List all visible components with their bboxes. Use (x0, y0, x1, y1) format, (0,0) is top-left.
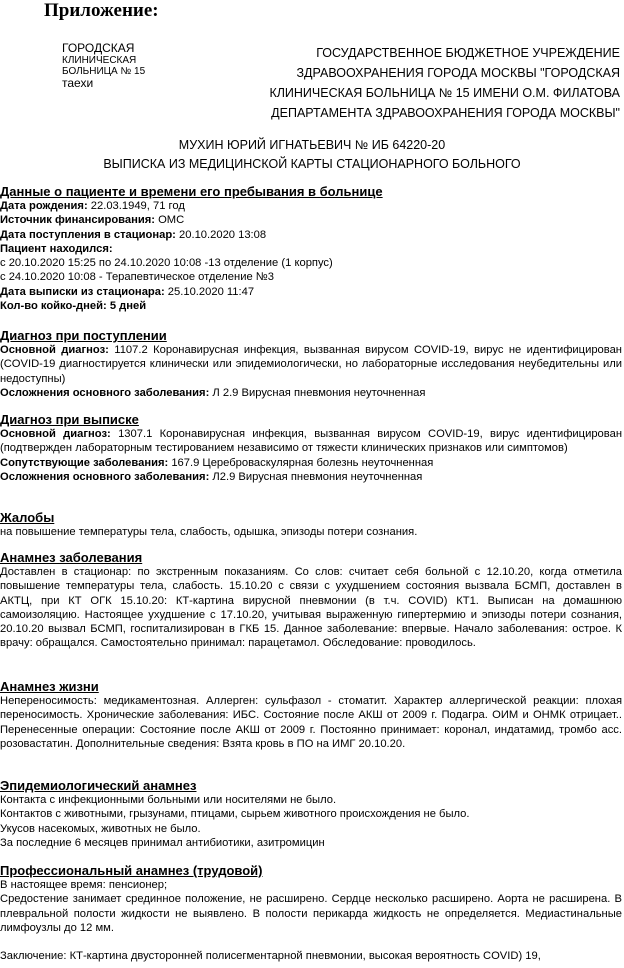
professional-section (0, 863, 622, 935)
life-history-text: Непереносимость: медикаментозная. Аллерген: сульфазол - стоматит. Характер аллергической реакции: плохая переносимость. Хронические заболевания: ИБС. Состояние после АКШ от 2009 г. Подагра. ОИМ и ОНМК отрицает.. Перенесенные операции: Состояние после АКШ от 2009 г. Постоянно принимает: коронал, индатамид, тромбо асс. розовастатин. Дополнительные сведения: Взята кровь в ПО на ИМГ 20.10.20. (0, 695, 622, 750)
field-value: 1307.1 Коронавирусная инфекция, вызванная вирусом COVID-19, вирус идентифицирован (подтвержден лабораторным тестированием независимо от тяжести клинических признаков или симптомов) (0, 428, 622, 455)
complication-row (0, 470, 622, 484)
field-label: Дата рождения: (0, 200, 88, 212)
institution-line: ГОСУДАРСТВЕННОЕ БЮДЖЕТНОЕ УЧРЕЖДЕНИЕ (316, 46, 620, 60)
patient-info-section (0, 184, 622, 313)
main-diagnosis (0, 427, 622, 456)
section-heading: Диагноз при выписке (0, 412, 139, 427)
epidemiology-line: Контактов с животными, грызунами, птицами, сырьем животного происхождения не было. (0, 808, 470, 821)
field-label: Осложнения основного заболевания: (0, 386, 210, 399)
field-value: 25.10.2020 11:47 (164, 285, 255, 298)
field-label: Источник финансирования: (0, 214, 155, 227)
admission-row (0, 228, 622, 242)
epidemiology-line: Контакта с инфекционными больными или носителями не было. (0, 794, 337, 806)
section-heading: Диагноз при поступлении (0, 328, 167, 343)
conclusion-section (0, 949, 622, 963)
section-heading: Анамнез жизни (0, 679, 99, 694)
field-label: Дата выписки из стационара: (0, 285, 165, 298)
field-label: Основной диагноз: (0, 344, 109, 356)
epidemiology-section (0, 778, 622, 850)
field-label: Дата поступления в стационар: (0, 228, 176, 241)
hospital-logo-line: таехи (62, 76, 94, 90)
location-label: Пациент находился: (0, 242, 113, 255)
epidemiology-line: За последние 6 месяцев принимал антибиотики, азитромицин (0, 836, 325, 849)
hospital-logo-text (62, 42, 145, 90)
hospital-logo-line: КЛИНИЧЕСКАЯ (62, 55, 137, 66)
life-history-section (0, 679, 622, 751)
section-heading: Данные о пациенте и времени его пребывания в больнице (0, 184, 383, 199)
institution-line: ЗДРАВООХРАНЕНИЯ ГОРОДА МОСКВЫ "ГОРОДСКАЯ (296, 66, 620, 80)
field-value: 1107.2 Коронавирусная инфекция, вызванная вирусом COVID-19, вирус не идентифицирован (COVID-19 диагностируется клинически или эпидемиологически, но лабораторные исследования неубедительны или недоступны) (0, 344, 622, 385)
field-label: Сопутствующие заболевания: (0, 456, 169, 469)
field-label: Основной диагноз: (0, 428, 111, 440)
discharge-diagnosis-section (0, 412, 622, 484)
field-value: 20.10.2020 13:08 (175, 228, 267, 241)
section-heading: Жалобы (0, 510, 55, 525)
disease-history-text: Доставлен в стационар: по экстренным показаниям. Со слов: считает себя больной с 12.10.20, когда отметила повышение температуры тела, слабость. 15.10.20 с связи с ухудшением состояния вызвала БСМП, доставлен в АКТЦ, при КТ ОГК 15.10.20: КТ-картина вирусной пневмонии (в т.ч. COVID) КТ1. Выписан на домашнюю самоизоляцию. Настоящее ухудшение с 17.10.20, учитывая выраженную гипертермию и эпизоды потери сознания, 20.10.20 вызвал БСМП, госпитализирован в ГКБ 15. Данное заболевание: впервые. Начало заболевания: острое. К врачу: обращался. Самостоятельно принимал: парацетамол. Обследование: проводилось. (0, 566, 622, 650)
field-label: Осложнения основного заболевания: (0, 470, 210, 483)
field-value: 167.9 Цереброваскулярная болезнь неуточненная (168, 456, 434, 469)
imaging-findings-text: Средостение занимает срединное положение, не расширено. Сердце несколько расширено. Аорта не расширена. В плевральной полости жидкости не выявлено. В полости перикарда жидкость не определяется. Медиастинальные лимфоузлы до 12 мм. (0, 893, 622, 934)
hospital-logo-line: ГОРОДСКАЯ (62, 41, 135, 55)
institution-line: ДЕПАРТАМЕНТА ЗДРАВООХРАНЕНИЯ ГОРОДА МОСКВЫ" (271, 106, 620, 120)
section-heading: Анамнез заболевания (0, 550, 143, 565)
hospital-logo-line: БОЛЬНИЦА № 15 (62, 66, 146, 77)
professional-line: В настоящее время: пенсионер; (0, 879, 168, 891)
institution-name (240, 43, 620, 123)
comorbid-row (0, 456, 622, 470)
institution-line: КЛИНИЧЕСКАЯ БОЛЬНИЦА № 15 ИМЕНИ О.М. ФИЛАТОВА (269, 86, 620, 100)
section-heading: Профессиональный анамнез (трудовой) (0, 863, 263, 878)
field-value: Л2.9 Вирусная пневмония неуточненная (209, 470, 423, 483)
complaints-section (0, 510, 622, 539)
section-heading: Эпидемиологический анамнез (0, 778, 197, 793)
field-value: Л 2.9 Вирусная пневмония неуточненная (209, 386, 426, 399)
document-title: ВЫПИСКА ИЗ МЕДИЦИНСКОЙ КАРТЫ СТАЦИОНАРНОГО БОЛЬНОГО (103, 157, 521, 171)
epidemiology-line: Укусов насекомых, животных не было. (0, 822, 201, 835)
disease-history-section (0, 550, 622, 651)
location-line: с 24.10.2020 10:08 - Терапевтическое отделение №3 (0, 271, 275, 284)
location-line: с 20.10.2020 15:25 по 24.10.2020 10:08 -13 отделение (1 корпус) (0, 257, 333, 270)
complaints-text: на повышение температуры тела, слабость, одышка, эпизоды потери сознания. (0, 526, 418, 538)
main-diagnosis (0, 343, 622, 386)
funding-row (0, 213, 622, 227)
field-value: 22.03.1949, 71 год (87, 200, 185, 212)
field-value: ОМС (155, 214, 185, 227)
admission-diagnosis-section (0, 328, 622, 400)
discharge-row (0, 285, 622, 299)
appendix-title: Приложение: (44, 0, 159, 21)
patient-name-line: МУХИН ЮРИЙ ИГНАТЬЕВИЧ № ИБ 64220-20 (178, 138, 446, 152)
conclusion-text: Заключение: КТ-картина двусторонней полисегментарной пневмонии, высокая вероятность COVID) 19, (0, 950, 541, 962)
dob-row (0, 199, 622, 213)
complication-row (0, 386, 622, 400)
beddays-row: Кол-во койко-дней: 5 дней (0, 300, 147, 313)
